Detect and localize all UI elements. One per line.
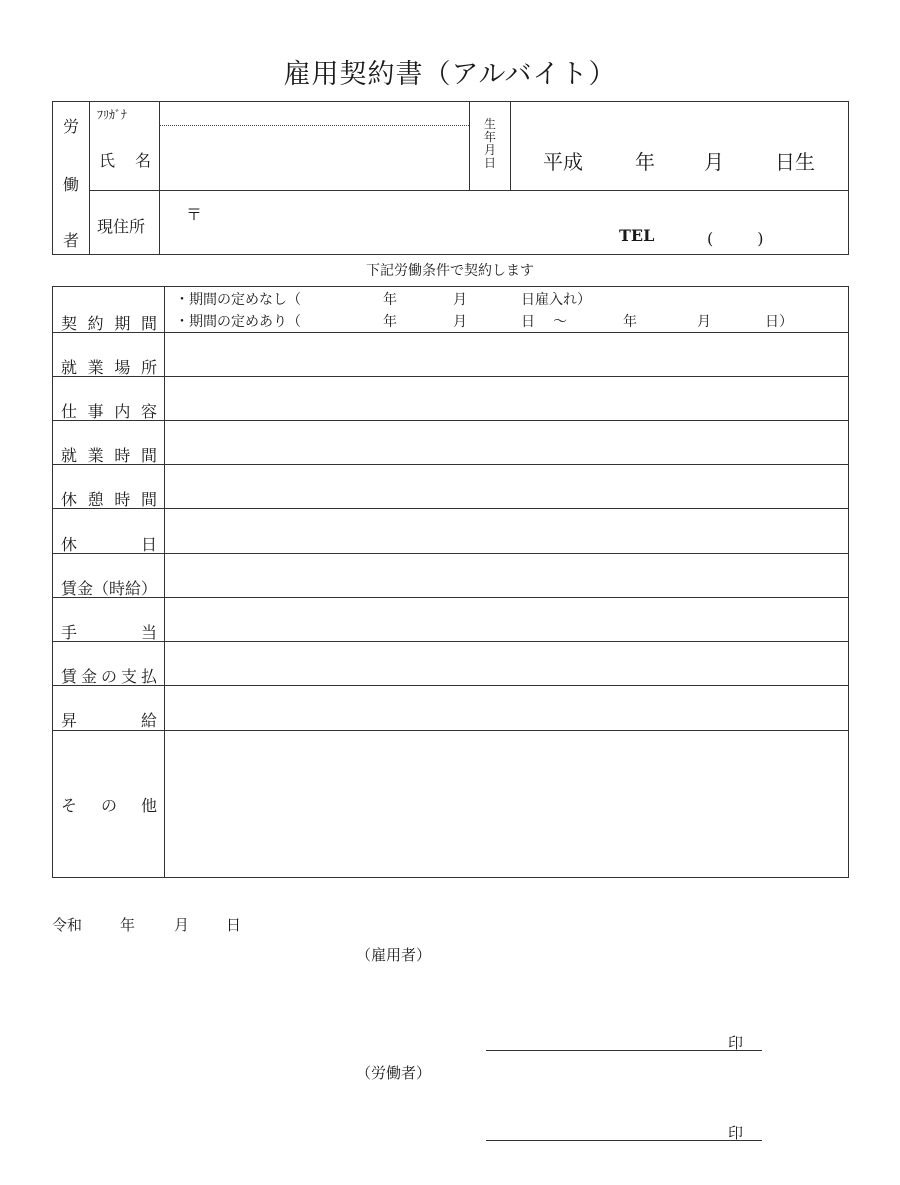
conditions-table: [52, 286, 849, 878]
label-char: 期: [114, 314, 131, 333]
label-char: 約: [87, 314, 104, 333]
employer-seal: 印: [728, 1034, 744, 1052]
working-hours-field[interactable]: [166, 421, 848, 463]
label-char: 容: [140, 402, 157, 421]
period-defined-month: 月: [453, 314, 467, 330]
contract-caption: 下記労働条件で契約します: [366, 263, 534, 279]
wage-payment-field[interactable]: [166, 642, 848, 684]
label-char: 時: [114, 490, 131, 509]
worker-side-label-3: 者: [62, 231, 79, 250]
break-time-label: [61, 487, 157, 510]
label-char: 時: [114, 446, 131, 465]
label-char: 間: [140, 314, 157, 333]
label-char: 他: [140, 796, 157, 815]
holidays-field[interactable]: [166, 509, 848, 552]
label-char: の: [100, 667, 117, 686]
period-defined-day: 日: [521, 314, 535, 330]
tel-label: TEL: [619, 226, 655, 245]
period-defined-tilde: 〜: [553, 314, 567, 330]
worker-signature-line: [486, 1140, 762, 1141]
contract-date[interactable]: [52, 914, 252, 934]
birth-date-label: [470, 118, 510, 170]
worker-side-label-1: 労: [62, 117, 79, 136]
other-label: [61, 793, 157, 816]
working-hours-label: [61, 443, 157, 466]
period-undefined-text: ・期間の定めなし（: [175, 292, 301, 308]
job-description-label: [61, 399, 157, 422]
document-title: 雇用契約書（アルバイト）: [283, 59, 617, 90]
pay-raise-label: [61, 708, 157, 731]
label-char: の: [100, 796, 117, 815]
other-field[interactable]: [166, 731, 848, 877]
label-char: 給: [140, 711, 157, 730]
label-char: 休: [61, 490, 78, 509]
job-description-field[interactable]: [166, 377, 848, 419]
birth-label-4: 日: [483, 156, 496, 170]
birth-era: 平成: [543, 150, 583, 174]
label-char: 業: [87, 446, 104, 465]
birth-label-2: 年: [483, 130, 496, 144]
period-undefined-year: 年: [383, 292, 397, 308]
period-defined-year2: 年: [623, 314, 637, 330]
employer-label: （雇用者）: [356, 946, 432, 964]
label-char: 就: [61, 358, 78, 377]
name-field[interactable]: [161, 127, 467, 189]
tel-parens: ( ): [707, 229, 768, 248]
employer-signature-field[interactable]: [486, 1020, 762, 1050]
label-char: 休: [61, 535, 78, 554]
worker-label: （労働者）: [356, 1064, 432, 1082]
address-field[interactable]: [161, 192, 847, 254]
label-text: 賃金（時給）: [61, 579, 158, 598]
contract-period-label: [61, 311, 157, 334]
postal-mark: 〒: [186, 205, 203, 224]
date-era: 令和: [52, 916, 83, 934]
label-char: 手: [61, 623, 78, 642]
label-char: 払: [140, 667, 157, 686]
period-defined-end: 日）: [765, 314, 793, 330]
label-char: 憩: [87, 490, 104, 509]
worker-side-label-2: 働: [62, 175, 79, 194]
label-char: 日: [140, 535, 157, 554]
name-label-2: 名: [135, 151, 152, 170]
label-char: 場: [114, 358, 131, 377]
work-location-label: [61, 355, 157, 378]
holidays-label: [61, 532, 157, 555]
birth-day-label: 日生: [775, 150, 815, 174]
label-char: 賃: [61, 667, 78, 686]
label-char: そ: [61, 796, 78, 815]
date-year: 年: [120, 916, 136, 934]
label-char: 事: [87, 402, 104, 421]
address-label: 現住所: [97, 217, 146, 236]
break-time-field[interactable]: [166, 465, 848, 507]
pay-raise-field[interactable]: [166, 686, 848, 729]
period-defined-month2: 月: [697, 314, 711, 330]
birth-year-label: 年: [635, 150, 655, 174]
label-char: 昇: [61, 711, 78, 730]
allowance-label: [61, 620, 157, 643]
birth-month-label: 月: [704, 150, 724, 174]
period-defined-text: ・期間の定めあり（: [175, 314, 301, 330]
label-char: 業: [87, 358, 104, 377]
worker-signature-field[interactable]: [486, 1110, 762, 1140]
employer-signature-line: [486, 1050, 762, 1051]
date-day: 日: [226, 916, 242, 934]
label-char: 契: [61, 314, 78, 333]
birth-label-1: 生: [483, 117, 496, 131]
furigana-label: ﾌﾘｶﾞﾅ: [97, 108, 128, 122]
label-char: 間: [140, 490, 157, 509]
label-char: 就: [61, 446, 78, 465]
period-undefined-month: 月: [453, 292, 467, 308]
worker-seal: 印: [728, 1124, 744, 1142]
date-month: 月: [174, 916, 190, 934]
allowance-field[interactable]: [166, 598, 848, 640]
birth-date-field[interactable]: [512, 102, 848, 189]
label-char: 内: [114, 402, 131, 421]
worker-info-table: [52, 101, 849, 255]
name-label-1: 氏: [99, 151, 116, 170]
label-char: 金: [80, 667, 97, 686]
label-char: 所: [140, 358, 157, 377]
period-undefined-end: 日雇入れ）: [521, 292, 591, 308]
label-char: 支: [120, 667, 137, 686]
wage-payment-label: [61, 664, 157, 687]
label-char: 間: [140, 446, 157, 465]
birth-label-3: 月: [483, 143, 496, 157]
label-char: 当: [140, 623, 157, 642]
hourly-wage-field[interactable]: [166, 554, 848, 596]
label-char: 仕: [61, 402, 78, 421]
period-defined-year: 年: [383, 314, 397, 330]
hourly-wage-label: [61, 576, 165, 599]
work-location-field[interactable]: [166, 333, 848, 375]
furigana-field[interactable]: [161, 102, 467, 124]
